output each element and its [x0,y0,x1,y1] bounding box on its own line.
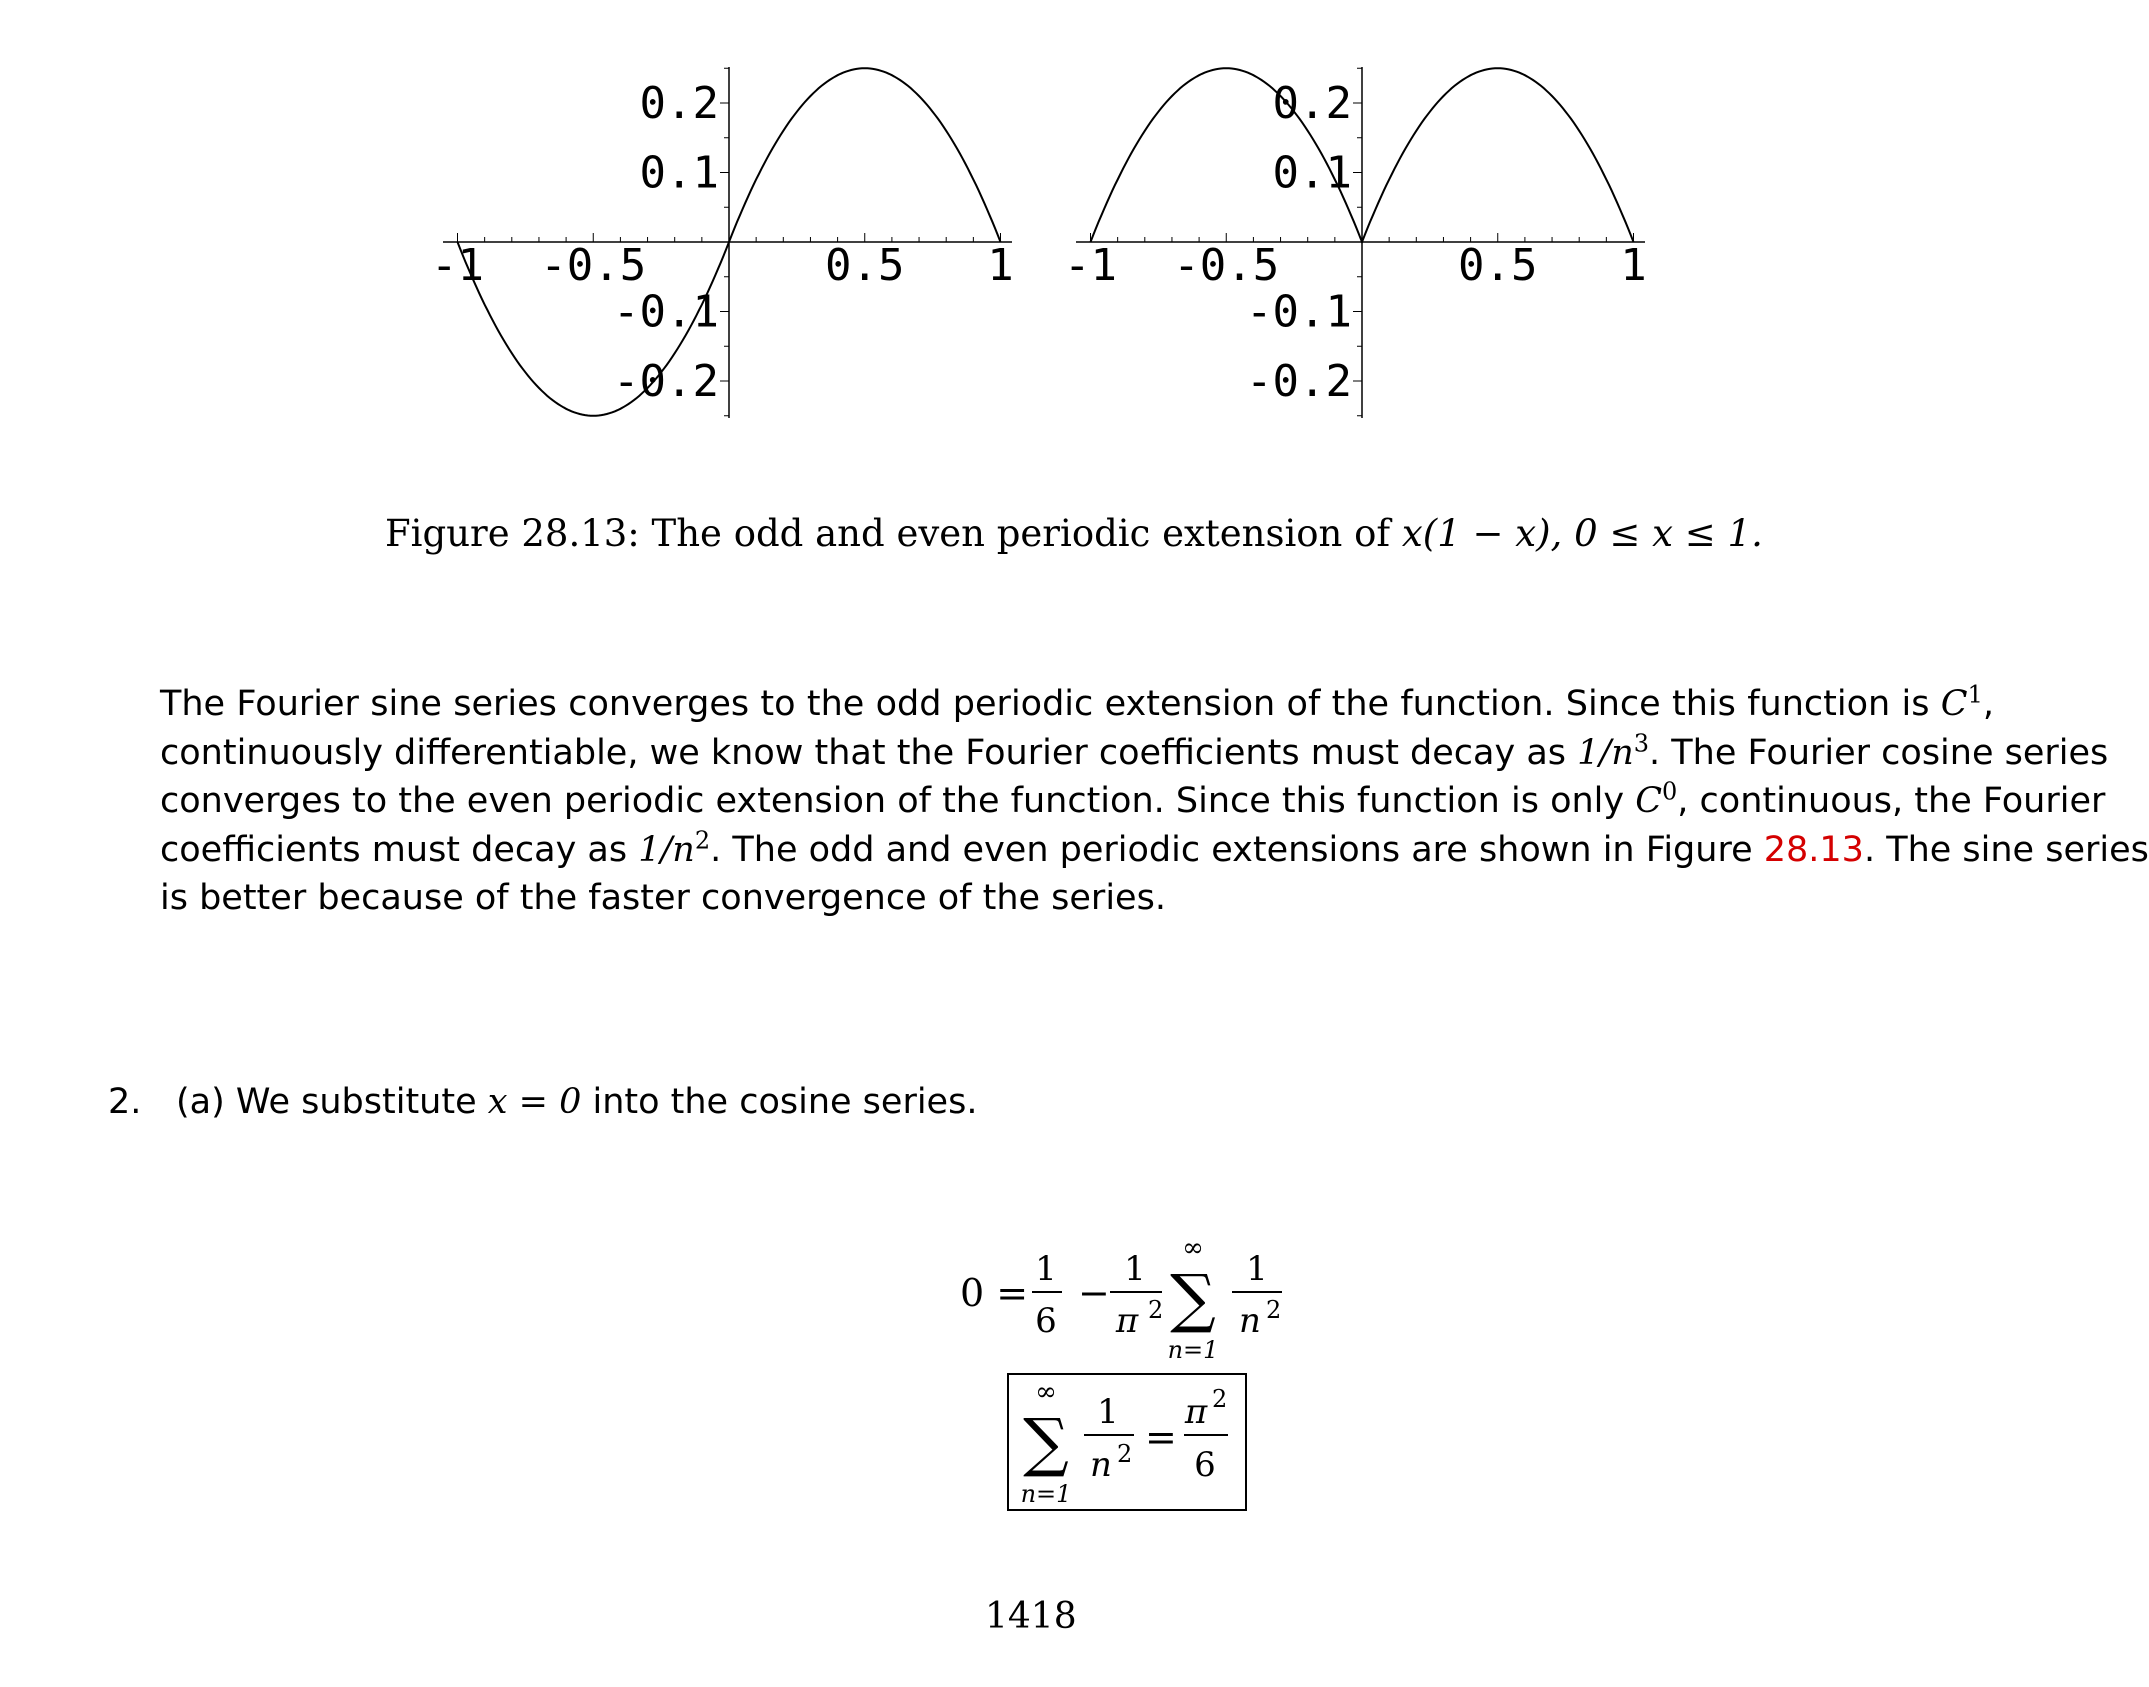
eq2-frac1-num: 1 [1097,1392,1119,1432]
plot1-x-tick-label: -1 [431,240,484,291]
eq2-frac2-num: π [1184,1392,1208,1432]
p2-tail: . The Fourier cosine series [1649,732,2109,773]
eq1-sum-symbol: ∑ [1170,1262,1216,1336]
eq1-frac1-den: 6 [1035,1301,1057,1341]
plot1-y-tick-label: -0.2 [613,356,719,407]
p2-exp: 3 [1633,728,1650,757]
p1-text: The Fourier sine series converges to the odd periodic extension of the function. Since this function is [160,684,1941,724]
eq2-sum-symbol: ∑ [1023,1406,1069,1480]
item-label: (a) [176,1082,225,1122]
paragraph-line-4 [160,825,2149,875]
p3-text: converges to the even periodic extension of the function. Since this function is only [160,781,1636,821]
caption-text: The odd and even periodic extension of [651,512,1391,555]
eq2-frac2-den: 6 [1194,1445,1216,1485]
equations-canvas [0,1220,2048,1520]
plot1-x-tick-label: 1 [987,240,1014,291]
figure-plots [0,0,2048,440]
plot2-y-tick-label: -0.1 [1246,286,1352,338]
item-text-before: We substitute [235,1082,477,1122]
eq1-frac1-num: 1 [1035,1249,1057,1289]
p4-tail: . The sine series [1863,829,2149,870]
eq2-frac1-den-exp: 2 [1117,1440,1133,1468]
paragraph-line-3 [160,777,2106,826]
eq1-frac3-den-exp: 2 [1266,1296,1282,1324]
p2-text: continuously differentiable, we know that the Fourier coefficients must decay as [160,732,1578,773]
plot1-y-tick-label: -0.1 [613,286,719,338]
p4-text: coefficients must decay as [160,829,639,870]
paragraph-line-5: is better because of the faster convergence of the series. [160,878,1166,918]
eq2-sum-bottom: n=1 [1020,1480,1072,1508]
caption-label: Figure 28.13: [385,512,640,555]
eq1-frac3-den: n [1239,1301,1261,1341]
figure-reference-link[interactable]: 28.13 [1763,829,1864,870]
figure-caption [385,512,1763,555]
item-text-after: into the cosine series. [592,1082,978,1122]
plot2-x-tick-label: 1 [1620,240,1647,291]
p1-tail: , [1982,684,1994,724]
eq1-sum-bottom: n=1 [1167,1336,1219,1364]
plot2-x-tick-label: -0.5 [1173,240,1280,291]
plot1-x-tick-label: 0.5 [825,240,905,291]
item-math: x = 0 [487,1082,582,1122]
plot2-x-tick-label: 0.5 [1458,240,1538,291]
page-number: 1418 [985,1596,1077,1637]
eq1-frac2-den: π [1115,1301,1139,1341]
plot1-y-tick-label: 0.2 [639,78,719,129]
p3-math: C [1635,781,1663,821]
plot2-y-tick-label: 0.2 [1272,78,1352,129]
p3-exp: 0 [1662,777,1678,806]
eq1-frac2-num: 1 [1124,1249,1146,1289]
enumerated-item [108,1082,977,1122]
paragraph-line-1 [160,680,1994,729]
equation-2-boxed [1008,1374,1246,1510]
paragraph-line-2 [160,728,2109,778]
eq1-frac3-num: 1 [1246,1249,1268,1289]
eq2-frac2-num-exp: 2 [1212,1385,1228,1413]
body-paragraph [160,680,2149,923]
plot1-x-tick-label: -0.5 [540,240,647,291]
plot2-x-tick-label: -1 [1064,240,1117,291]
eq1-sum-top: ∞ [1182,1233,1204,1263]
display-equations [0,1220,2048,1520]
eq1-frac2-den-exp: 2 [1148,1296,1164,1324]
plot2-y-tick-label: 0.1 [1272,147,1352,199]
plots-canvas [0,0,2048,440]
caption-math: x(1 − x), 0 ≤ x ≤ 1. [1401,512,1763,555]
plot1-y-tick-label: 0.1 [639,147,719,199]
p2-math: 1/n [1577,732,1634,773]
plot2-y-tick-label: -0.2 [1246,356,1352,407]
p1-math: C [1940,684,1968,724]
p4-exp: 2 [694,825,711,854]
eq2-equals: = [1145,1415,1177,1459]
eq2-sum-top: ∞ [1035,1377,1057,1407]
eq1-lhs: 0 = [960,1271,1029,1315]
p4-math: 1/n [638,829,695,870]
eq2-frac1-den: n [1090,1445,1112,1485]
eq1-minus: − [1078,1271,1110,1315]
equation-1 [960,1233,1282,1364]
item-number: 2. [108,1082,142,1122]
p3-tail: , continuous, the Fourier [1677,781,2106,821]
p4-text-2: . The odd and even periodic extensions are shown in Figure [710,829,1764,870]
p1-exp: 1 [1967,680,1983,709]
